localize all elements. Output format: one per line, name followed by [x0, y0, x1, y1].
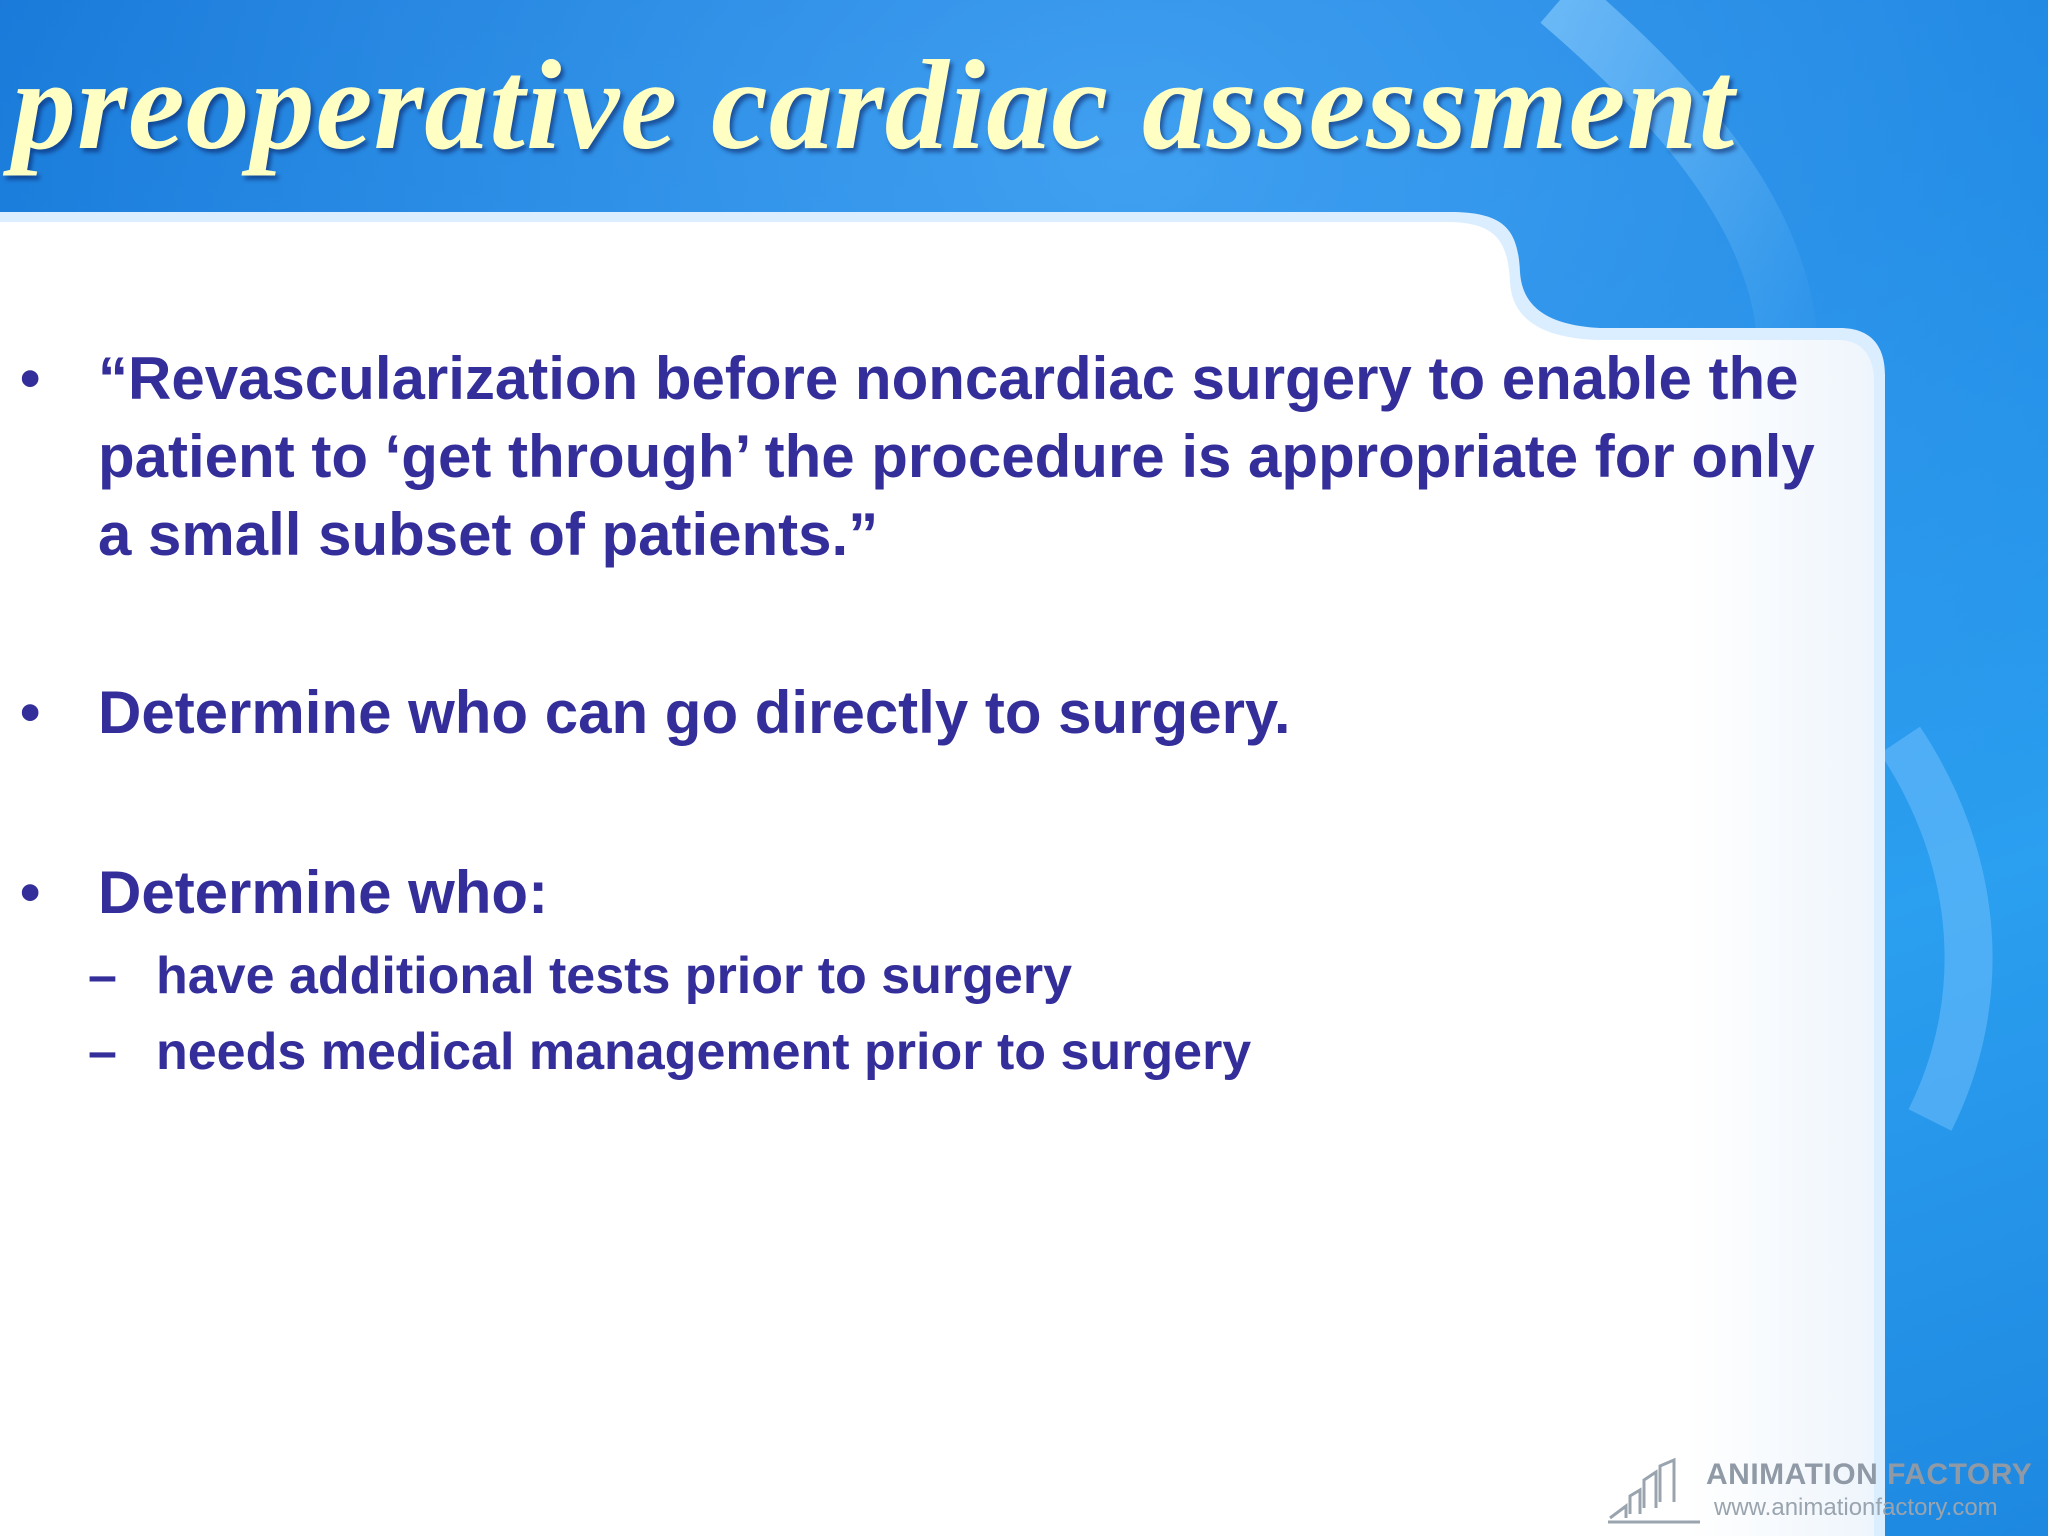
watermark-url: www.animationfactory.com	[1714, 1494, 1998, 1521]
slide-title: preoperative cardiac assessment	[12, 34, 1736, 176]
bullet-marker: •	[20, 346, 41, 411]
sub-bullet-text: needs medical management prior to surgery	[156, 1023, 1252, 1081]
bullet-item	[20, 854, 1818, 932]
sub-bullet-text: have additional tests prior to surgery	[156, 947, 1072, 1005]
animation-factory-logo-icon	[1604, 1456, 1704, 1526]
bullet-item	[20, 340, 1818, 574]
bullet-text: “Revascularization before noncardiac surgery to enable the patient to ‘get through’ the procedure is appropriate for only a small subset of patients.”	[98, 345, 1815, 568]
animation-factory-watermark	[1600, 1452, 2040, 1532]
bullet-marker: •	[20, 680, 41, 745]
sub-bullet-marker: –	[88, 1023, 117, 1081]
bullet-marker: •	[20, 860, 41, 925]
sub-bullet-marker: –	[88, 947, 117, 1005]
bullet-text: Determine who:	[98, 859, 549, 926]
bullet-item	[20, 674, 1818, 752]
bullet-text: Determine who can go directly to surgery.	[98, 679, 1291, 746]
sub-bullet-item	[88, 1016, 1251, 1088]
watermark-brand: ANIMATION FACTORY	[1706, 1458, 2033, 1491]
sub-bullet-item	[88, 940, 1072, 1012]
